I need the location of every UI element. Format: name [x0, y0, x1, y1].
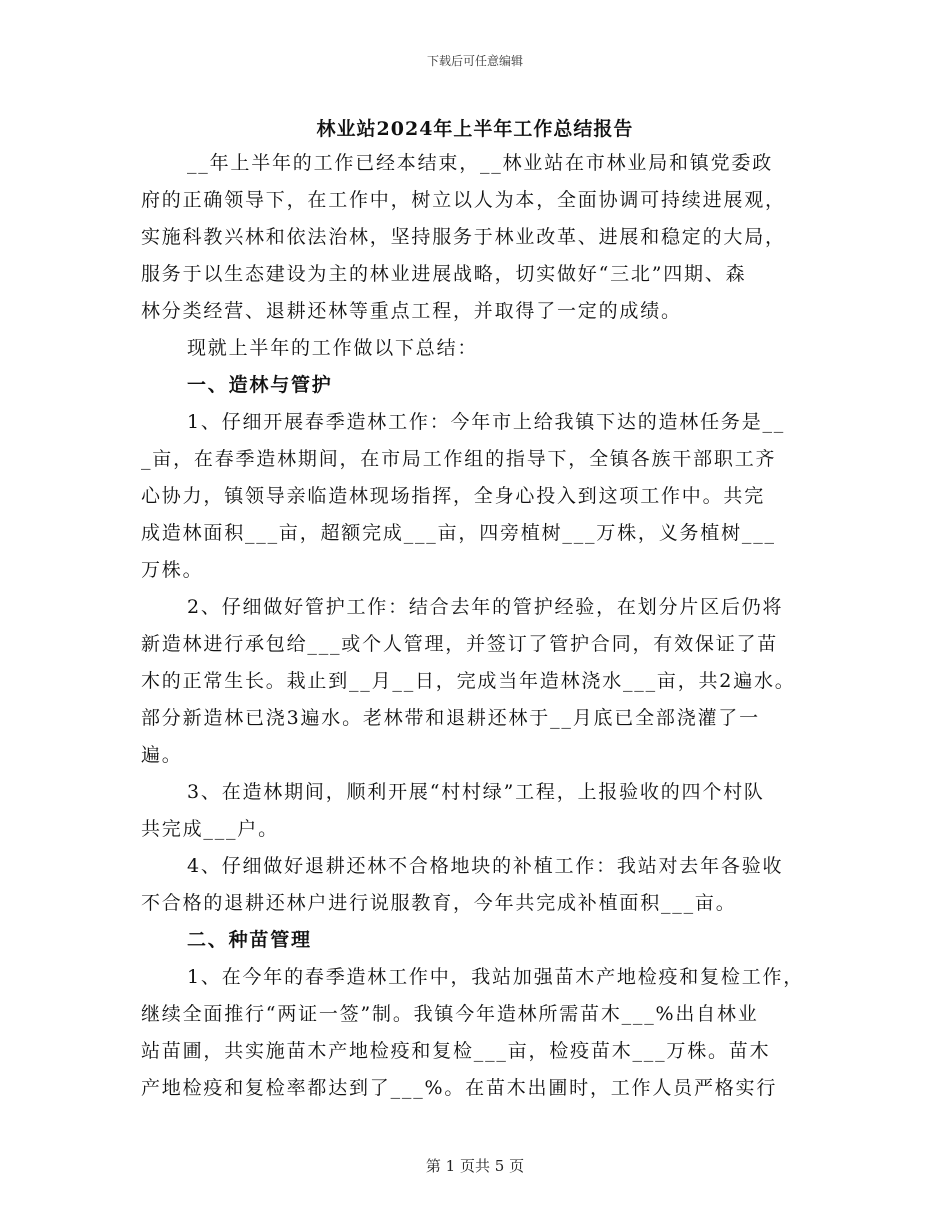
header-note: 下载后可任意编辑: [426, 54, 523, 68]
body-line: 1、仔细开展春季造林工作：今年市上给我镇下达的造林任务是__: [187, 411, 786, 433]
body-line: 新造林进行承包给___或个人管理，并签订了管护合同，有效保证了苗: [141, 633, 779, 655]
body-line: 万株。: [141, 559, 204, 581]
body-line: 2、仔细做好管护工作：结合去年的管护经验，在划分片区后仍将: [187, 596, 784, 618]
page-number: 第 1 页共 5 页: [425, 1157, 525, 1175]
body-line: 共完成___户。: [141, 818, 279, 840]
body-line: 实施科教兴林和依法治林，坚持服务于林业改革、进展和稳定的大局，: [141, 226, 786, 248]
body-line: 林分类经营、退耕还林等重点工程，并取得了一定的成绩。: [141, 300, 682, 322]
body-line: 遍。: [141, 744, 183, 766]
body-line: 站苗圃，共实施苗木产地检疫和复检___亩，检疫苗木___万株。苗木: [141, 1040, 771, 1062]
section-heading: 一、造林与管护: [187, 374, 333, 396]
body-line: 府的正确领导下，在工作中，树立以人为本，全面协调可持续进展观，: [141, 189, 786, 211]
body-line: 产地检疫和复检率都达到了___%。在苗木出圃时，工作人员严格实行: [141, 1077, 778, 1099]
body-line: 3、在造林期间，顺利开展“村村绿”工程，上报验收的四个村队: [187, 781, 765, 803]
body-line: 木的正常生长。栽止到__月__日，完成当年造林浇水___亩，共2遍水。: [141, 670, 796, 692]
body-line: 4、仔细做好退耕还林不合格地块的补植工作：我站对去年各验收: [187, 855, 784, 877]
body-line: 现就上半年的工作做以下总结：: [187, 337, 479, 359]
body-line: 心协力，镇领导亲临造林现场指挥，全身心投入到这项工作中。共完: [141, 485, 766, 507]
body-line: __年上半年的工作已经本结束，__林业站在市林业局和镇党委政: [187, 152, 774, 174]
body-line: 成造林面积___亩，超额完成___亩，四旁植树___万株，义务植树___: [141, 522, 776, 544]
body-line: 服务于以生态建设为主的林业进展战略，切实做好“三北”四期、森: [141, 263, 747, 285]
section-heading: 二、种苗管理: [187, 929, 312, 951]
body-line: 继续全面推行“两证一签”制。我镇今年造林所需苗木___%出自林业: [141, 1003, 759, 1025]
body-line: 1、在今年的春季造林工作中，我站加强苗木产地检疫和复检工作，: [187, 966, 805, 988]
page-title: 林业站2024年上半年工作总结报告: [316, 118, 634, 140]
body-line: 部分新造林已浇3遍水。老林带和退耕还林于__月底已全部浇灌了一: [141, 707, 760, 729]
body-line: 不合格的退耕还林户进行说服教育，今年共完成补植面积___亩。: [141, 892, 737, 914]
body-line: _亩，在春季造林期间，在市局工作组的指导下，全镇各族干部职工齐: [141, 448, 777, 470]
